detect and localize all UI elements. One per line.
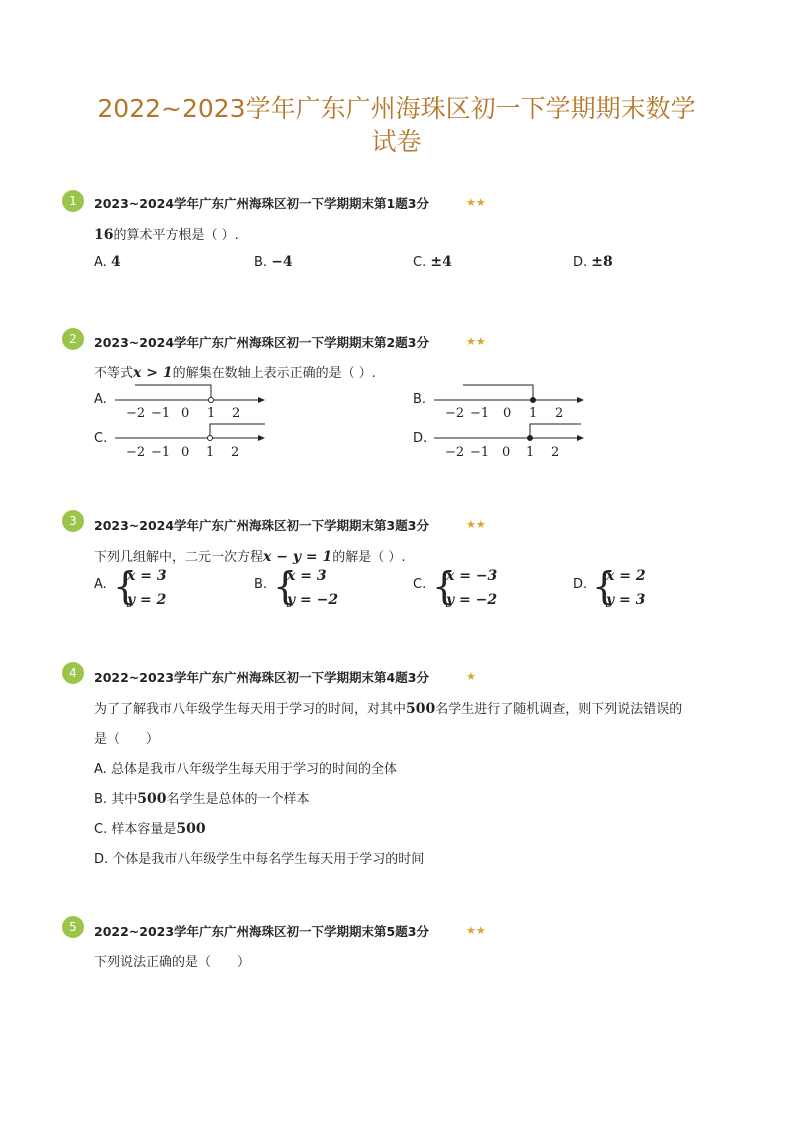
- stem-math: 16: [94, 227, 114, 243]
- option-c-label: C.: [94, 431, 108, 446]
- stem-math: x − y = 1: [263, 549, 333, 565]
- tick-label: −1: [151, 406, 171, 421]
- solution-bracket: [530, 424, 581, 438]
- open-endpoint: [209, 398, 214, 403]
- option-c[interactable]: C. 样本容量是500: [94, 821, 206, 837]
- tick-label: −2: [126, 445, 146, 460]
- tick-label: −1: [151, 445, 171, 460]
- question-stem: [94, 224, 239, 243]
- option-c[interactable]: C. ±4: [413, 254, 452, 270]
- tick-label: 2: [551, 445, 560, 460]
- tick-label: −2: [445, 406, 465, 421]
- solution-bracket: [463, 385, 533, 400]
- option-value: ±8: [591, 254, 613, 270]
- closed-endpoint: [531, 398, 536, 403]
- option-c-number-line[interactable]: [110, 419, 270, 461]
- option-value: 4: [110, 254, 121, 270]
- option-a-label: A.: [94, 577, 107, 592]
- option-a[interactable]: A. 4: [94, 254, 121, 270]
- solution-bracket: [210, 424, 265, 438]
- tick-label: 0: [502, 445, 511, 460]
- question-number-badge: 2: [62, 328, 84, 350]
- stem-text: 的算术平方根是（ ）.: [113, 228, 239, 243]
- question-number-badge: 4: [62, 662, 84, 684]
- option-d-number-line[interactable]: [429, 419, 589, 461]
- question-header: 2023~2024学年广东广州海珠区初一下学期期末第1题3分: [94, 196, 429, 211]
- option-d-label: D.: [413, 431, 428, 446]
- axis-arrow: [577, 397, 584, 403]
- tick-label: 1: [529, 406, 538, 421]
- open-endpoint: [208, 436, 213, 441]
- tick-label: −2: [445, 445, 465, 460]
- tick-label: 0: [503, 406, 512, 421]
- option-b-label: B.: [254, 577, 268, 592]
- axis-arrow: [258, 397, 265, 403]
- tick-label: 2: [231, 445, 240, 460]
- option-a-label: A.: [94, 392, 107, 407]
- tick-label: 1: [206, 445, 215, 460]
- option-value: ±4: [430, 254, 452, 270]
- stem-math: x > 1: [133, 365, 173, 381]
- question-stem: 不等式x > 1的解集在数轴上表示正确的是（ ）.: [94, 365, 376, 381]
- title-line-1: 2022~2023学年广东广州海珠区初一下学期期末数学: [97, 94, 696, 123]
- brace-icon: {: [432, 564, 457, 608]
- question-header: 2023~2024学年广东广州海珠区初一下学期期末第3题3分: [94, 518, 429, 533]
- tick-label: −1: [470, 445, 490, 460]
- question-stem-line-1: 为了了解我市八年级学生每天用于学习的时间，对其中500名学生进行了随机调查，则下列说法错误的: [94, 701, 683, 717]
- option-d[interactable]: D. ±8: [573, 254, 613, 270]
- question-stem: 下列说法正确的是（ ）: [94, 955, 251, 970]
- tick-label: −2: [126, 406, 146, 421]
- brace-icon: {: [592, 564, 617, 608]
- difficulty-stars: ★: [466, 670, 476, 683]
- tick-label: −1: [470, 406, 490, 421]
- title-line-2: 试卷: [371, 127, 422, 156]
- question-stem-line-2: 是（ ）: [94, 732, 160, 747]
- option-value: −4: [271, 254, 293, 270]
- tick-label: 0: [181, 406, 190, 421]
- closed-endpoint: [528, 436, 533, 441]
- question-header: 2022~2023学年广东广州海珠区初一下学期期末第5题3分: [94, 924, 429, 939]
- axis-arrow: [258, 435, 265, 441]
- difficulty-stars: ★★: [466, 196, 486, 209]
- difficulty-stars: ★★: [466, 518, 486, 531]
- question-number-badge: 1: [62, 190, 84, 212]
- tick-label: 2: [232, 406, 241, 421]
- question-stem: 下列几组解中，二元一次方程x − y = 1的解是（ ）.: [94, 549, 406, 565]
- option-a[interactable]: A. 总体是我市八年级学生每天用于学习的时间的全体: [94, 762, 397, 777]
- tick-label: 2: [555, 406, 564, 421]
- brace-icon: {: [113, 564, 138, 608]
- option-b[interactable]: B. −4: [254, 254, 293, 270]
- page-title: [40, 92, 753, 158]
- tick-label: 0: [181, 445, 190, 460]
- question-number-badge: 5: [62, 916, 84, 938]
- question-header: 2023~2024学年广东广州海珠区初一下学期期末第2题3分: [94, 335, 429, 350]
- option-b-number-line[interactable]: [429, 380, 589, 422]
- question-header: 2022~2023学年广东广州海珠区初一下学期期末第4题3分: [94, 670, 429, 685]
- brace-icon: {: [273, 564, 298, 608]
- solution-bracket: [135, 385, 211, 400]
- question-number-badge: 3: [62, 510, 84, 532]
- option-d-label: D.: [573, 577, 588, 592]
- option-a-number-line[interactable]: [110, 380, 270, 422]
- option-b-label: B.: [413, 392, 427, 407]
- difficulty-stars: ★★: [466, 924, 486, 937]
- option-d[interactable]: D. 个体是我市八年级学生中每名学生每天用于学习的时间: [94, 852, 425, 867]
- option-b[interactable]: B. 其中500名学生是总体的一个样本: [94, 791, 310, 807]
- option-c-label: C.: [413, 577, 427, 592]
- difficulty-stars: ★★: [466, 335, 486, 348]
- tick-label: 1: [526, 445, 535, 460]
- tick-label: 1: [207, 406, 216, 421]
- axis-arrow: [577, 435, 584, 441]
